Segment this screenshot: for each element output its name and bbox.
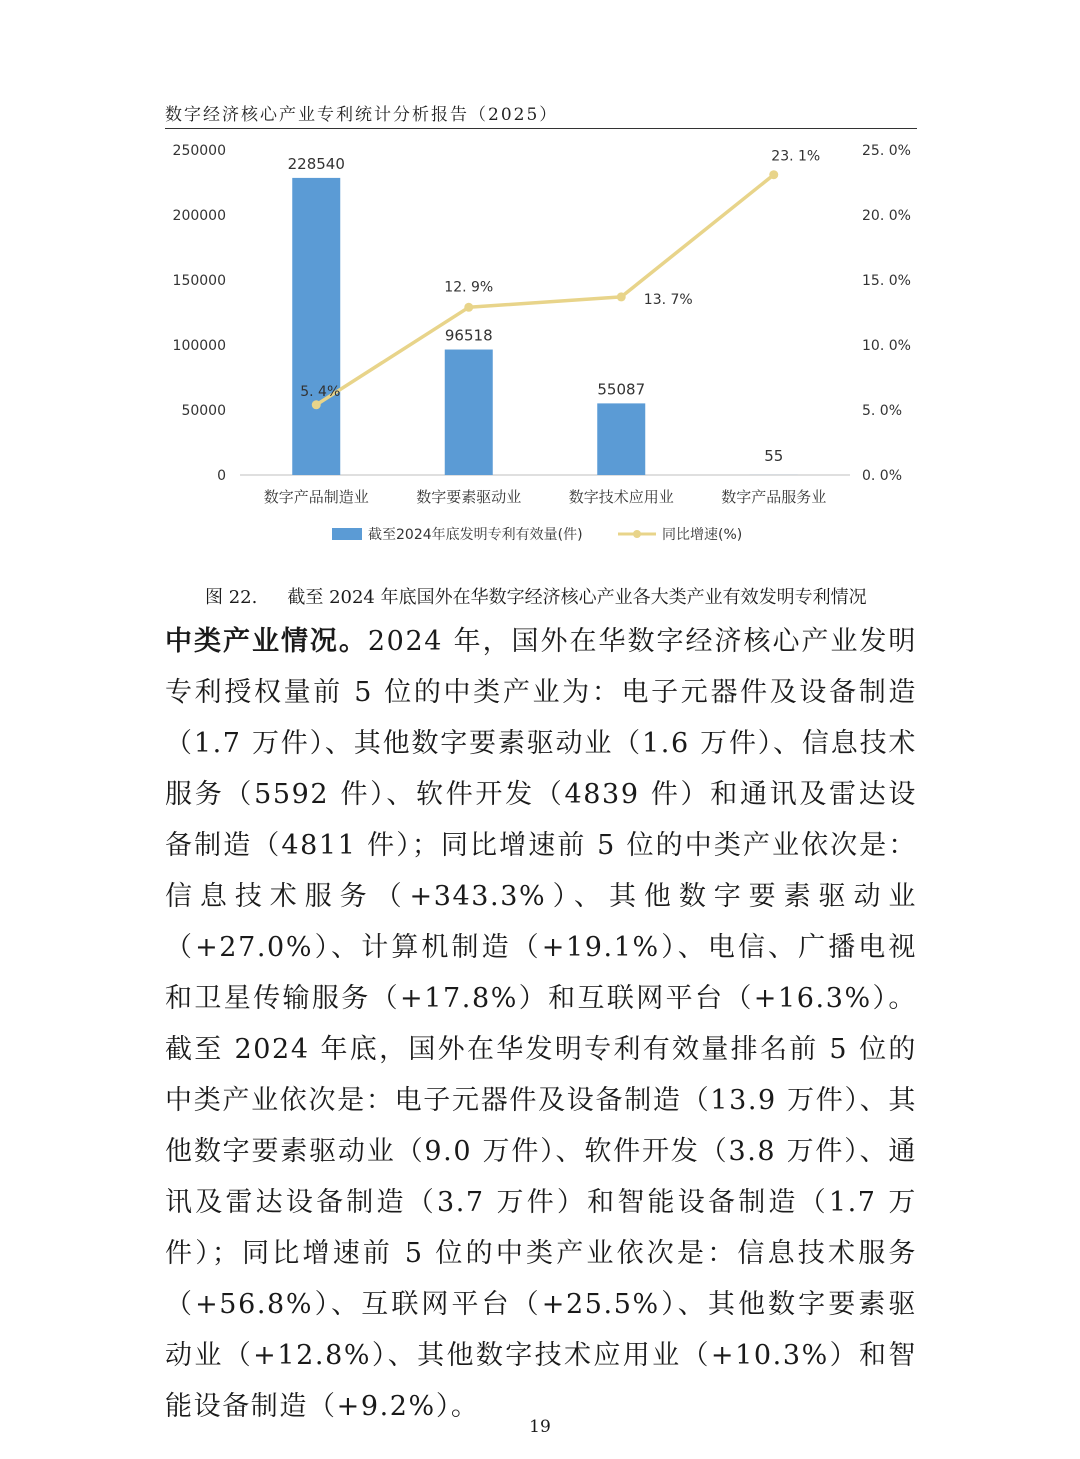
legend-bar-swatch xyxy=(332,528,362,540)
growth-rate-point xyxy=(769,170,778,179)
running-header: 数字经济核心产业专利统计分析报告（2025） xyxy=(165,105,559,125)
bar-2 xyxy=(445,350,493,475)
paragraph-lead: 中类产业情况。 xyxy=(165,626,368,657)
category-label: 数字要素驱动业 xyxy=(416,488,522,506)
category-label: 数字产品制造业 xyxy=(263,488,369,506)
left-axis-tick-label: 0 xyxy=(217,468,226,484)
right-axis-tick-label: 10. 0% xyxy=(862,338,911,354)
bar-value-label: 228540 xyxy=(287,154,345,173)
growth-rate-label: 5. 4% xyxy=(300,383,341,400)
left-axis-tick-label: 150000 xyxy=(172,273,226,289)
header-rule xyxy=(165,128,917,129)
figure-caption-text: 截至 2024 年底国外在华数字经济核心产业各大类产业有效发明专利情况 xyxy=(287,587,867,608)
growth-rate-label: 13. 7% xyxy=(643,291,693,308)
right-axis-tick-label: 15. 0% xyxy=(862,273,911,289)
body-paragraph xyxy=(165,616,917,1432)
bar-3 xyxy=(597,403,645,475)
category-label: 数字技术应用业 xyxy=(568,488,674,506)
left-axis-tick-label: 50000 xyxy=(181,403,226,419)
bar-value-label: 55 xyxy=(764,446,784,465)
growth-rate-point xyxy=(312,400,321,409)
legend-line-marker xyxy=(633,530,641,538)
growth-rate-point xyxy=(617,292,626,301)
legend-line-label: 同比增速(%) xyxy=(662,527,743,543)
left-axis-tick-label: 100000 xyxy=(172,338,226,354)
left-axis-tick-label: 250000 xyxy=(172,143,226,159)
growth-rate-label: 23. 1% xyxy=(771,148,821,165)
right-axis-tick-label: 0. 0% xyxy=(862,468,903,484)
category-label: 数字产品服务业 xyxy=(721,488,827,506)
growth-rate-point xyxy=(464,303,473,312)
growth-rate-line xyxy=(316,175,774,405)
bar-1 xyxy=(292,178,340,475)
patent-combo-chart xyxy=(160,135,920,560)
left-axis-tick-label: 200000 xyxy=(172,208,226,224)
right-axis-tick-label: 25. 0% xyxy=(862,143,911,159)
right-axis-tick-label: 5. 0% xyxy=(862,403,903,419)
page-number: 19 xyxy=(529,1417,551,1437)
legend-bar-label: 截至2024年底发明专利有效量(件) xyxy=(368,527,583,543)
bar-value-label: 55087 xyxy=(597,380,646,399)
figure-caption xyxy=(205,583,867,609)
bar-value-label: 96518 xyxy=(444,326,493,345)
right-axis-tick-label: 20. 0% xyxy=(862,208,911,224)
figure-number: 图 22. xyxy=(205,587,258,608)
growth-rate-label: 12. 9% xyxy=(444,279,494,296)
paragraph-text: 2024 年，国外在华数字经济核心产业发明专利授权量前 5 位的中类产业为：电子元器件及设备制造（1.7 万件）、其他数字要素驱动业（1.6 万件）、信息技术服务（5592 件）、软件开发（4839 件）和通讯及雷达设备制造（4811 件）；同比增速前 5 位的中类产业依次是：信息技术服务（+343.3%）、其他数字要素驱动业（+27.0%）、计算机制造（+19.1%）、电信、广播电视和卫星传输服务（+17.8%）和互联网平台（+16.3%）。截至 2024 年底，国外在华发明专利有效量排名前 5 位的中类产业依次是：电子元器件及设备制造（13.9 万件）、其他数字要素驱动业（9.0 万件）、软件开发（3.8 万件）、通讯及雷达设备制造（3.7 万件）和智能设备制造（1.7 万件）；同比增速前 5 位的中类产业依次是：信息技术服务（+56.8%）、互联网平台（+25.5%）、其他数字要素驱动业（+12.8%）、其他数字技术应用业（+10.3%）和智能设备制造（+9.2%）。 xyxy=(165,626,917,1422)
